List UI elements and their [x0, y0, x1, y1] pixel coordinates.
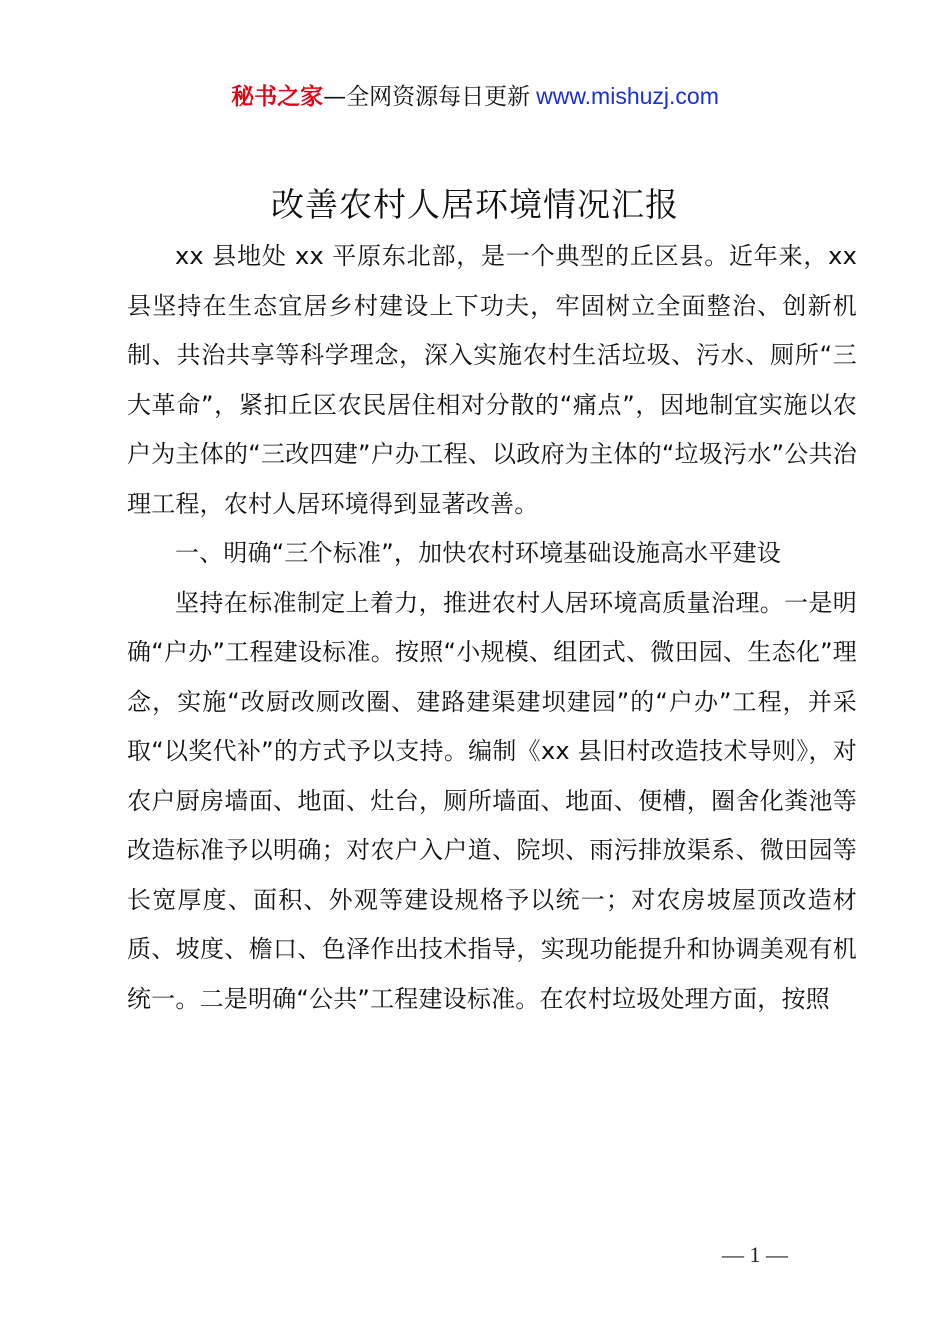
brand-name: 秘书之家	[231, 84, 324, 110]
site-header	[0, 78, 950, 115]
header-tagline: —全网资源每日更新	[323, 84, 531, 110]
section-heading-1: 一、明确“三个标准”，加快农村环境基础设施高水平建设	[175, 539, 782, 567]
intro-paragraph: xx 县地处 xx 平原东北部，是一个典型的丘区县。近年来，xx 县坚持在生态宜居乡村建设上下功夫，牢固树立全面整治、创新机制、共治共享等科学理念，深入实施农村生活垃圾、污水、厕所“三大革命”，紧扣丘区农民居住相对分散的“痛点”，因地制宜实施以农户为主体的“三改四建”户办工程、以政府为主体的“垃圾污水”公共治理工程，农村人居环境得到显著改善。	[127, 242, 857, 518]
document-title: 改善农村人居环境情况汇报	[271, 185, 679, 224]
document-body	[127, 232, 857, 1024]
body-paragraph: 坚持在标准制定上着力，推进农村人居环境高质量治理。一是明确“户办”工程建设标准。按照“小规模、组团式、微田园、生态化”理念，实施“改厨改厕改圈、建路建渠建坝建园”的“户办”工程，并采取“以奖代补”的方式予以支持。编制《xx 县旧村改造技术导则》，对农户厨房墙面、地面、灶台，厕所墙面、地面、便槽，圈舍化粪池等改造标准予以明确；对农户入户道、院坝、雨污排放渠系、微田园等长宽厚度、面积、外观等建设规格予以统一；对农房坡屋顶改造材质、坡度、檐口、色泽作出技术指导，实现功能提升和协调美观有机统一。二是明确“公共”工程建设标准。在农村垃圾处理方面，按照	[127, 588, 857, 1013]
site-url-link[interactable]: www.mishuzj.com	[536, 83, 719, 109]
page-number: — 1 —	[722, 1242, 788, 1267]
